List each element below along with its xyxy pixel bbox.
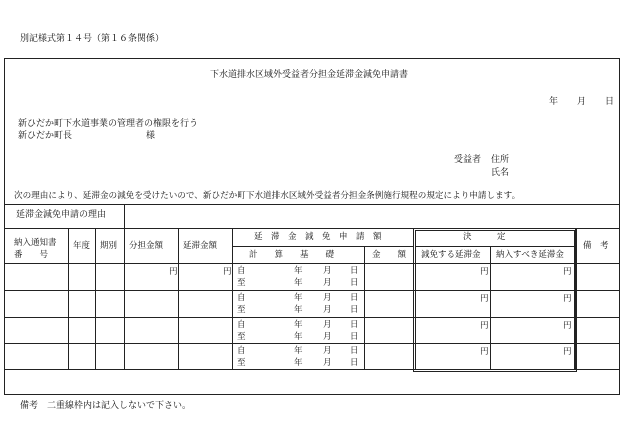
header-period: 期別 (100, 241, 118, 251)
period-to-year: 年 (294, 305, 303, 315)
late-fee-yen: 円 (223, 267, 232, 277)
reason-top-line (4, 204, 620, 205)
header-payable-fee: 納入すべき延滞金 (496, 250, 564, 260)
row-line (4, 317, 620, 318)
period-to-year: 年 (294, 358, 303, 368)
application-statement: 次の理由により、延滞金の減免を受けたいので、新ひだか町下水道排水区域外受益者分担金条例施行規程の規定により申請します。 (14, 191, 521, 201)
reduction-subheader-line (232, 246, 414, 247)
header-calc-basis: 計 算 基 礎 (249, 250, 335, 260)
col-line (95, 228, 96, 369)
period-from-year: 年 (294, 346, 303, 356)
payable-fee-yen: 円 (563, 321, 572, 331)
period-to-label: 至 (237, 278, 246, 288)
footnote: 備考 二重線枠内は記入しないで下さい。 (20, 401, 192, 411)
applicant-name-label: 氏名 (491, 168, 510, 178)
date-month-label: 月 (577, 97, 587, 107)
date-day-label: 日 (605, 97, 615, 107)
reduced-fee-yen: 円 (480, 267, 489, 277)
period-from-year: 年 (294, 293, 303, 303)
reduced-fee-yen: 円 (480, 321, 489, 331)
header-notice-number: 納入通知書 (14, 238, 57, 248)
row-line (4, 369, 620, 370)
reduced-fee-yen: 円 (480, 294, 489, 304)
row-line (4, 290, 620, 291)
period-to-day: 日 (350, 332, 359, 342)
col-line (124, 228, 125, 369)
applicant-address-label: 住所 (491, 155, 510, 165)
payable-fee-yen: 円 (563, 267, 572, 277)
header-reduction-group: 延 滞 金 減 免 申 請 額 (254, 232, 382, 242)
col-line (178, 228, 179, 369)
period-to-label: 至 (237, 305, 246, 315)
addressee-line2: 新ひだか町長 (18, 131, 73, 141)
payable-fee-yen: 円 (563, 347, 572, 357)
header-charge-amount: 分担金額 (129, 241, 164, 251)
period-from-day: 日 (350, 320, 359, 330)
reduced-fee-yen: 円 (480, 347, 489, 357)
period-from-day: 日 (350, 266, 359, 276)
period-from-year: 年 (294, 320, 303, 330)
period-to-year: 年 (294, 332, 303, 342)
header-remarks: 備 考 (583, 241, 609, 251)
header-reduced-fee: 減免する延滞金 (421, 250, 481, 260)
reason-divider (124, 204, 125, 228)
applicant-label: 受益者 (454, 155, 482, 165)
period-to-day: 日 (350, 278, 359, 288)
row-line (4, 343, 620, 344)
period-from-month: 月 (323, 293, 332, 303)
addressee-honorific: 様 (146, 131, 156, 141)
payable-fee-yen: 円 (563, 294, 572, 304)
period-from-month: 月 (323, 320, 332, 330)
decision-subheader-line (416, 246, 574, 247)
form-number: 別記様式第１４号（第１６条関係） (20, 34, 165, 44)
period-from-day: 日 (350, 346, 359, 356)
period-to-day: 日 (350, 358, 359, 368)
period-to-month: 月 (323, 332, 332, 342)
col-line (232, 228, 233, 369)
period-to-label: 至 (237, 332, 246, 342)
reason-input[interactable] (126, 206, 618, 226)
addressee-line1: 新ひだか町下水道事業の管理者の権限を行う (18, 119, 199, 129)
header-notice-number-2: 番 号 (14, 250, 49, 260)
period-from-label: 自 (237, 320, 246, 330)
period-from-day: 日 (350, 293, 359, 303)
period-from-month: 月 (323, 346, 332, 356)
period-from-month: 月 (323, 266, 332, 276)
period-to-day: 日 (350, 305, 359, 315)
charge-amount-yen: 円 (169, 267, 178, 277)
period-to-label: 至 (237, 358, 246, 368)
period-from-label: 自 (237, 346, 246, 356)
header-fiscal-year: 年度 (73, 241, 91, 251)
col-line (364, 246, 365, 369)
header-decision-group: 決 定 (463, 232, 506, 242)
date-year-label: 年 (549, 97, 559, 107)
period-to-month: 月 (323, 358, 332, 368)
period-from-label: 自 (237, 266, 246, 276)
header-late-fee-amount: 延滞金額 (183, 241, 218, 251)
period-to-year: 年 (294, 278, 303, 288)
header-amount: 金 額 (372, 250, 407, 260)
period-from-label: 自 (237, 293, 246, 303)
period-from-year: 年 (294, 266, 303, 276)
reason-label: 延滞金減免申請の理由 (16, 210, 107, 220)
form-title: 下水道排水区域外受益者分担金延滞金減免申請書 (210, 70, 409, 80)
col-line (68, 228, 69, 369)
period-to-month: 月 (323, 305, 332, 315)
period-to-month: 月 (323, 278, 332, 288)
